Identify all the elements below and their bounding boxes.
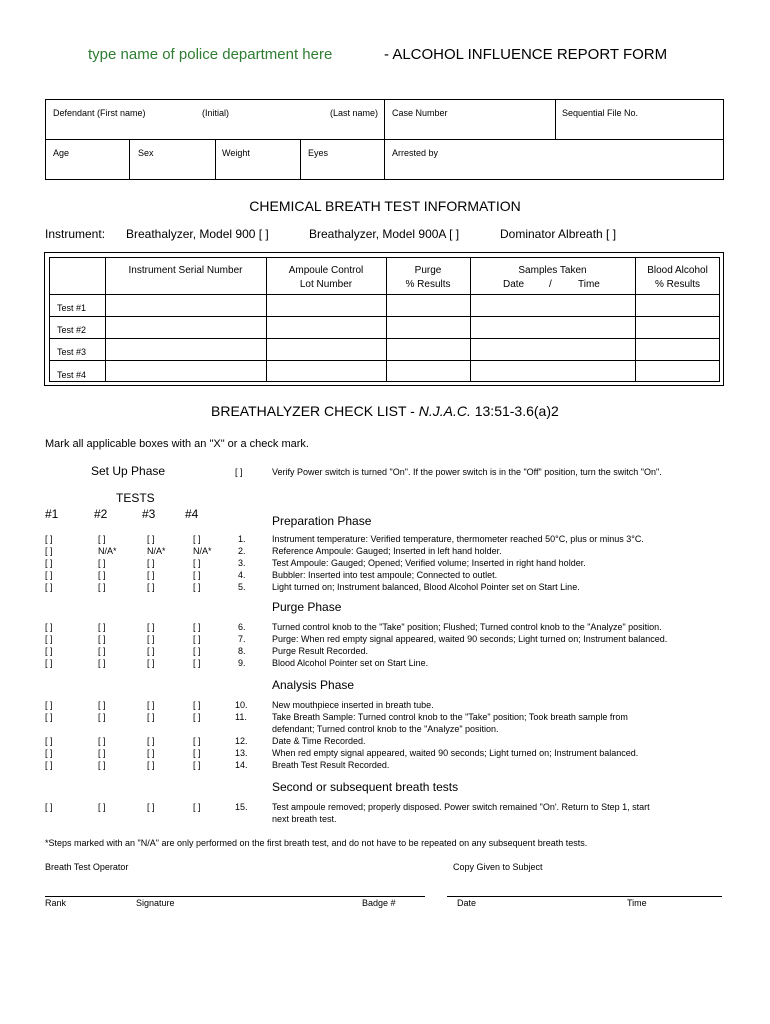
na-marker: N/A* [193, 546, 212, 556]
step-text: Purge Result Recorded. [272, 646, 369, 656]
defendant-last-name-field[interactable]: (Last name) [330, 108, 379, 118]
checkbox[interactable]: [ ] [98, 658, 106, 668]
checkbox[interactable]: [ ] [45, 534, 53, 544]
test-row-label: Test #1 [57, 303, 87, 313]
step-number: 13. [235, 748, 248, 758]
time-label: Time [627, 898, 647, 908]
checkbox[interactable]: [ ] [98, 760, 106, 770]
col-header-purge-sub: % Results [405, 279, 451, 290]
checklist-instructions: Mark all applicable boxes with an "X" or a check mark. [45, 438, 309, 450]
divider [555, 99, 556, 140]
checkbox[interactable]: [ ] [98, 570, 106, 580]
rank-label: Rank [45, 898, 67, 908]
step-text: Test Ampoule: Gauged; Opened; Verified volume; Inserted in right hand holder. [272, 558, 586, 568]
checkbox[interactable]: [ ] [147, 558, 155, 568]
step-text: Purge: When red empty signal appeared, waited 90 seconds; Light turned on; Instrument balanced. [272, 634, 668, 644]
step-number: 14. [235, 760, 248, 770]
checkbox[interactable]: [ ] [147, 582, 155, 592]
checkbox[interactable]: [ ] [45, 736, 53, 746]
breath-test-operator-label: Breath Test Operator [45, 862, 129, 872]
step-number: 9. [238, 658, 246, 668]
col-header-serial: Instrument Serial Number [128, 265, 243, 276]
chemical-section-title: CHEMICAL BREATH TEST INFORMATION [249, 198, 521, 214]
copy-given-label: Copy Given to Subject [453, 862, 543, 872]
checkbox[interactable]: [ ] [193, 748, 201, 758]
signature-line[interactable] [45, 896, 425, 897]
checkbox[interactable]: [ ] [45, 712, 53, 722]
checkbox[interactable]: [ ] [98, 558, 106, 568]
checkbox[interactable]: [ ] [147, 802, 155, 812]
step-text: Breath Test Result Recorded. [272, 760, 390, 770]
checkbox[interactable]: [ ] [193, 622, 201, 632]
col-header-ampoule-sub: Lot Number [299, 279, 353, 290]
eyes-field[interactable]: Eyes [308, 148, 329, 158]
step-number: 12. [235, 736, 248, 746]
step-number: 3. [238, 558, 246, 568]
step-text: Turned control knob to the "Take" position; Flushed; Turned control knob to the "Analyze" position. [272, 622, 662, 632]
checkbox[interactable]: [ ] [45, 700, 53, 710]
checkbox[interactable]: [ ] [193, 646, 201, 656]
step-text: Take Breath Sample: Turned control knob to the "Take" position; Took breath sample from [272, 712, 628, 722]
checkbox[interactable]: [ ] [147, 760, 155, 770]
department-name[interactable]: type name of police department here [88, 46, 333, 63]
checkbox[interactable]: [ ] [98, 748, 106, 758]
checkbox[interactable]: [ ] [193, 760, 201, 770]
checkbox[interactable]: [ ] [147, 534, 155, 544]
step-text: New mouthpiece inserted in breath tube. [272, 700, 434, 710]
setup-checkbox[interactable]: [ ] [235, 467, 243, 477]
purge-phase-heading: Purge Phase [272, 600, 342, 614]
checkbox[interactable]: [ ] [45, 570, 53, 580]
col-header-samples: Samples Taken [518, 265, 587, 276]
checkbox[interactable]: [ ] [193, 700, 201, 710]
checkbox[interactable]: [ ] [45, 582, 53, 592]
checkbox[interactable]: [ ] [147, 570, 155, 580]
sex-field[interactable]: Sex [138, 148, 154, 158]
date-label: Date [457, 898, 477, 908]
step-text: Test ampoule removed; properly disposed. Power switch remained "On'. Return to Step 1, start [272, 802, 650, 812]
arrested-by-field[interactable]: Arrested by [392, 148, 439, 158]
col-header-samples-date: Date [503, 279, 525, 290]
instrument-option-albreath[interactable]: Dominator Albreath [ ] [500, 227, 617, 241]
checkbox[interactable]: [ ] [147, 736, 155, 746]
step-text: When red empty signal appeared, waited 90 seconds; Light turned on; Instrument balanced. [272, 748, 639, 758]
defendant-first-name-field[interactable]: Defendant (First name) [53, 108, 146, 118]
col-header-purge: Purge [414, 265, 442, 276]
col-header-blood-sub: % Results [654, 279, 700, 290]
checkbox[interactable]: [ ] [45, 622, 53, 632]
col-header-samples-time: Time [578, 279, 600, 290]
step-number: 1. [238, 534, 246, 544]
checkbox[interactable]: [ ] [45, 802, 53, 812]
checkbox[interactable]: [ ] [147, 700, 155, 710]
instrument-option-900a[interactable]: Breathalyzer, Model 900A [ ] [309, 227, 460, 241]
instrument-label: Instrument: [45, 227, 106, 241]
divider [49, 294, 720, 295]
subsequent-tests-heading: Second or subsequent breath tests [272, 780, 459, 794]
divider [300, 139, 301, 180]
col-header-ampoule: Ampoule Control [288, 265, 364, 276]
step-text: Date & Time Recorded. [272, 736, 366, 746]
step-number: 5. [238, 582, 246, 592]
step-number: 6. [238, 622, 246, 632]
step-number: 7. [238, 634, 246, 644]
analysis-phase-heading: Analysis Phase [272, 678, 355, 692]
step-text: Reference Ampoule: Gauged; Inserted in left hand holder. [272, 546, 502, 556]
divider [384, 99, 385, 180]
checkbox[interactable]: [ ] [45, 634, 53, 644]
na-marker: N/A* [147, 546, 166, 556]
checkbox[interactable]: [ ] [147, 748, 155, 758]
step-text: Light turned on; Instrument balanced, Blood Alcohol Pointer set on Start Line. [272, 582, 580, 592]
preparation-phase-heading: Preparation Phase [272, 514, 372, 528]
checkbox[interactable]: [ ] [98, 700, 106, 710]
checkbox[interactable]: [ ] [147, 634, 155, 644]
checkbox[interactable]: [ ] [147, 712, 155, 722]
checkbox[interactable]: [ ] [193, 558, 201, 568]
checkbox[interactable]: [ ] [98, 622, 106, 632]
checkbox[interactable]: [ ] [147, 658, 155, 668]
checkbox[interactable]: [ ] [45, 658, 53, 668]
checkbox[interactable]: [ ] [98, 646, 106, 656]
step-number: 4. [238, 570, 246, 580]
col-header-blood: Blood Alcohol [647, 265, 708, 276]
tests-heading: TESTS [116, 491, 155, 505]
divider [49, 338, 720, 339]
weight-field[interactable]: Weight [222, 148, 250, 158]
step-number: 2. [238, 546, 246, 556]
instrument-option-900[interactable]: Breathalyzer, Model 900 [ ] [126, 227, 269, 241]
divider [49, 360, 720, 361]
divider [49, 316, 720, 317]
checkbox[interactable]: [ ] [98, 634, 106, 644]
setup-step-text: Verify Power switch is turned "On". If the power switch is in the "Off" position, turn the switch "On". [272, 467, 662, 477]
checkbox[interactable]: [ ] [45, 748, 53, 758]
step-number: 10. [235, 700, 248, 710]
step-number: 11. [235, 712, 247, 722]
checkbox[interactable]: [ ] [193, 802, 201, 812]
test-row-label: Test #2 [57, 325, 87, 335]
checkbox[interactable]: [ ] [45, 760, 53, 770]
checkbox[interactable]: [ ] [147, 646, 155, 656]
case-number-field[interactable]: Case Number [392, 108, 448, 118]
divider [129, 139, 130, 180]
footnote: *Steps marked with an "N/A" are only performed on the first breath test, and do not have to be repeated on any subsequent breath tests. [45, 838, 588, 848]
defendant-initial-field[interactable]: (Initial) [202, 108, 230, 118]
checkbox[interactable]: [ ] [193, 736, 201, 746]
step-number: 8. [238, 646, 246, 656]
checkbox[interactable]: [ ] [98, 582, 106, 592]
setup-phase-heading: Set Up Phase [91, 464, 166, 478]
checkbox[interactable]: [ ] [45, 546, 53, 556]
checkbox[interactable]: [ ] [193, 570, 201, 580]
na-marker: N/A* [98, 546, 117, 556]
copy-given-line[interactable] [447, 896, 722, 897]
checkbox[interactable]: [ ] [98, 534, 106, 544]
step-text: Blood Alcohol Pointer set on Start Line. [272, 658, 429, 668]
form-title: - ALCOHOL INFLUENCE REPORT FORM [384, 46, 668, 63]
checkbox[interactable]: [ ] [98, 802, 106, 812]
step-text: Instrument temperature: Verified temperature, thermometer reached 50°C, plus or minus 3°C. [272, 534, 644, 544]
checkbox[interactable]: [ ] [147, 622, 155, 632]
checkbox[interactable]: [ ] [193, 658, 201, 668]
checkbox[interactable]: [ ] [45, 646, 53, 656]
checkbox[interactable]: [ ] [193, 712, 201, 722]
step-text-continued: next breath test. [272, 814, 337, 824]
test-col-2: #2 [94, 507, 108, 521]
checklist-title: BREATHALYZER CHECK LIST - N.J.A.C. 13:51-3.6(a)2 [211, 403, 559, 419]
checkbox[interactable]: [ ] [193, 634, 201, 644]
checkbox[interactable]: [ ] [98, 712, 106, 722]
checkbox[interactable]: [ ] [193, 534, 201, 544]
checkbox[interactable]: [ ] [193, 582, 201, 592]
col-header-samples-slash: / [549, 279, 552, 290]
checkbox[interactable]: [ ] [45, 558, 53, 568]
test-col-1: #1 [45, 507, 59, 521]
test-col-3: #3 [142, 507, 156, 521]
age-field[interactable]: Age [53, 148, 70, 158]
signature-label: Signature [136, 898, 175, 908]
divider [215, 139, 216, 180]
test-row-label: Test #3 [57, 347, 87, 357]
step-text-continued: defendant; Turned control knob to the "Analyze" position. [272, 724, 499, 734]
test-row-label: Test #4 [57, 370, 87, 380]
step-number: 15. [235, 802, 248, 812]
checkbox[interactable]: [ ] [98, 736, 106, 746]
badge-label: Badge # [362, 898, 396, 908]
test-col-4: #4 [185, 507, 199, 521]
sequential-file-field[interactable]: Sequential File No. [562, 108, 639, 118]
step-text: Bubbler: Inserted into test ampoule; Connected to outlet. [272, 570, 498, 580]
